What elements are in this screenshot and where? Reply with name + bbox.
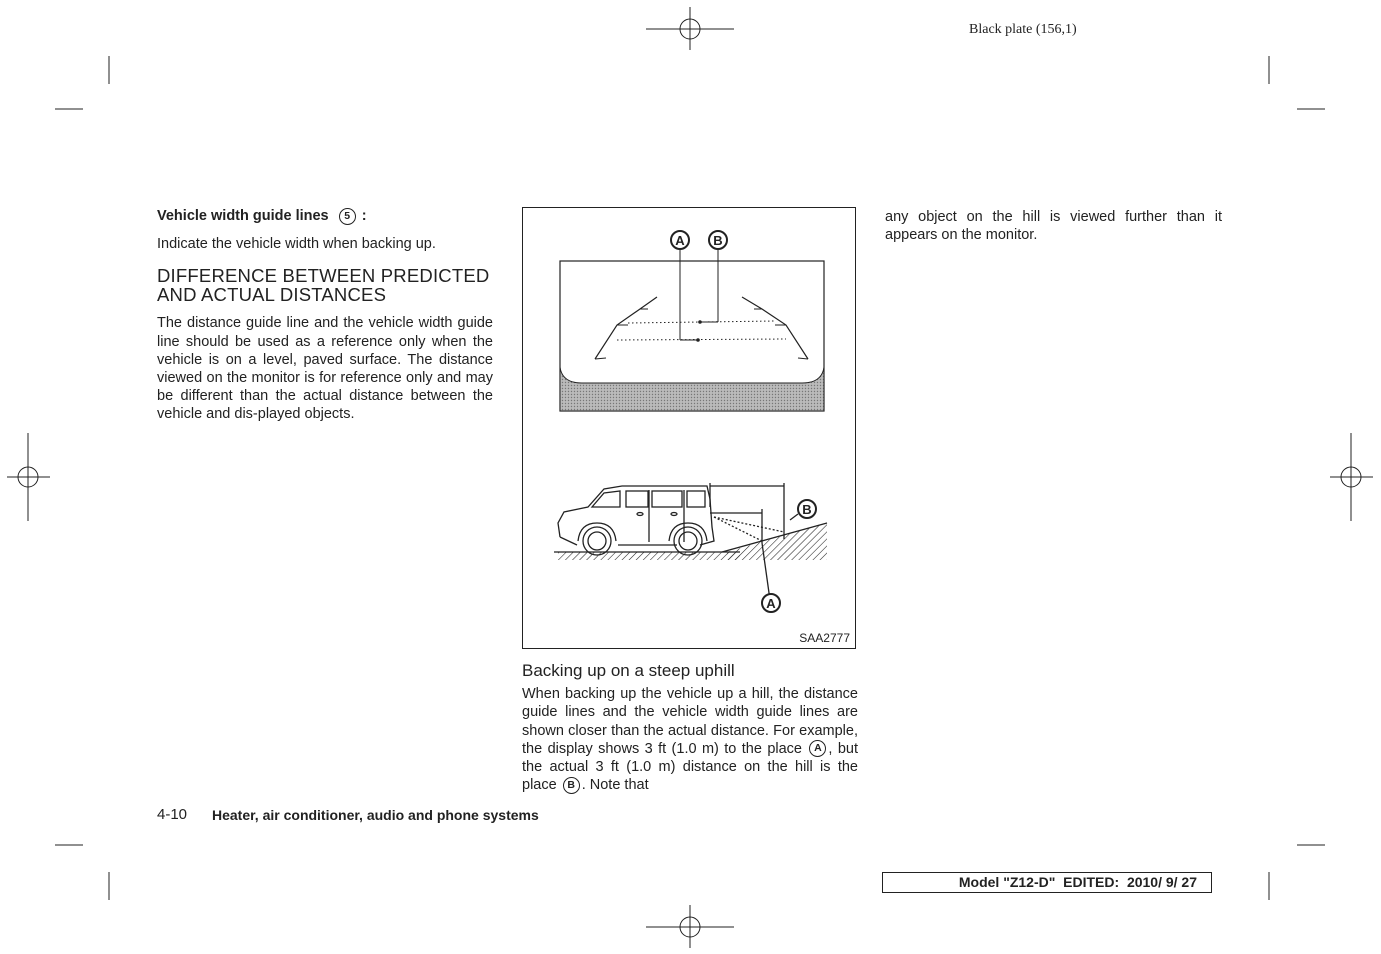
body-part2: , but the actual 3 ft (1.0 m) distance on the hill is the place bbox=[522, 740, 859, 794]
middle-column bbox=[522, 662, 858, 794]
edited-date: 2010/ 9/ 27 bbox=[1126, 874, 1197, 890]
figure-box bbox=[522, 207, 856, 649]
plate-label: Black plate (156,1) bbox=[969, 22, 1077, 37]
section-body: The distance guide line and the vehicle width guide line should be used as a reference only when the vehicle is on a level, paved surface. The distance viewed on the monitor is for reference only and may be different than the actual distance between the vehicle and dis-played objects. bbox=[157, 315, 493, 423]
model-code: "Z12-D" bbox=[1003, 874, 1056, 890]
marker-b-top-icon bbox=[709, 231, 727, 249]
marker-b-side-icon bbox=[798, 500, 816, 518]
subsection-body bbox=[522, 685, 858, 794]
svg-text:A: A bbox=[675, 233, 685, 248]
edited-label: EDITED: bbox=[1063, 874, 1120, 890]
subheading-text: Indicate the vehicle width when backing up. bbox=[157, 236, 436, 253]
vehicle-illustration bbox=[554, 483, 827, 600]
svg-text:B: B bbox=[713, 233, 723, 248]
marker-5-icon: 5 bbox=[339, 208, 356, 225]
body-part3: . Note that bbox=[581, 777, 649, 794]
page-number: 4-10 bbox=[157, 806, 188, 823]
figure-code: SAA2777 bbox=[799, 631, 850, 645]
section-title-line1: DIFFERENCE BETWEEN PREDICTED bbox=[157, 265, 490, 287]
marker-a-side-icon bbox=[762, 594, 780, 612]
subheading-label: Vehicle width guide lines bbox=[157, 208, 329, 224]
section-title bbox=[157, 266, 493, 304]
marker-a-icon: A bbox=[809, 740, 826, 757]
right-column-body: any object on the hill is viewed further than it appears on the monitor. bbox=[885, 209, 1222, 244]
model-label: Model bbox=[958, 874, 1000, 890]
section-title-line2: AND ACTUAL DISTANCES bbox=[157, 284, 387, 306]
svg-text:B: B bbox=[802, 502, 812, 517]
marker-b-icon: B bbox=[563, 777, 580, 794]
model-box bbox=[882, 872, 1212, 893]
monitor-screen bbox=[560, 249, 824, 411]
figure-illustration bbox=[522, 207, 856, 649]
subheading-suffix: : bbox=[361, 208, 367, 224]
subheading bbox=[157, 207, 493, 225]
marker-a-top-icon bbox=[671, 231, 689, 249]
body-part1: When backing up the vehicle up a hill, the distance guide lines and the vehicle width guide lines are shown closer than the actual distance. For example, the display shows 3 ft (1.0 m) to the place bbox=[522, 686, 858, 757]
left-column bbox=[157, 207, 493, 424]
svg-text:A: A bbox=[766, 596, 776, 611]
subsection-heading: Backing up on a steep uphill bbox=[522, 661, 735, 680]
footer-section-title: Heater, air conditioner, audio and phone systems bbox=[212, 807, 539, 823]
